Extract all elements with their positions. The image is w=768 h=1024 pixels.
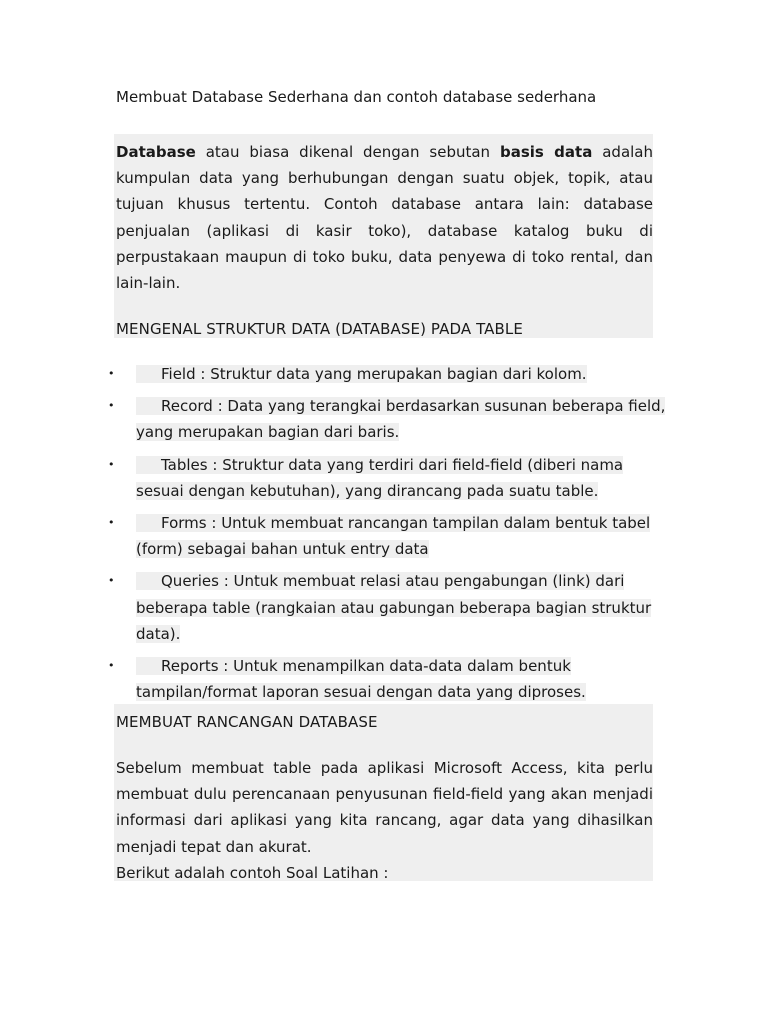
list-item-text: Tables : Struktur data yang terdiri dari field-field (diberi nama sesuai dengan kebutuhan), yang dirancang pada suatu table.	[136, 455, 624, 500]
list-item-text: Record : Data yang terangkai berdasarkan susunan beberapa field, yang merupakan bagian dari baris.	[136, 397, 666, 442]
bullet-icon: •	[108, 516, 115, 530]
bullet-icon: •	[108, 659, 115, 673]
intro-term-database: Database	[116, 143, 196, 161]
list-item	[108, 452, 668, 504]
list-item-text: Forms : Untuk membuat rancangan tampilan dalam bentuk tabel (form) sebagai bahan untuk entry data	[136, 514, 651, 559]
bullet-icon: •	[108, 457, 115, 471]
latihan-intro: Berikut adalah contoh Soal Latihan :	[116, 864, 389, 882]
list-item	[108, 510, 668, 562]
rancangan-paragraph: Sebelum membuat table pada aplikasi Microsoft Access, kita perlu membuat dulu perencanaan penyusunan field-field yang akan menjadi informasi dari aplikasi yang kita rancang, agar data yang dihasilkan menjadi tepat dan akurat.	[116, 759, 653, 856]
list-item-text: Reports : Untuk menampilkan data-data dalam bentuk tampilan/format laporan sesuai dengan data yang diproses.	[136, 657, 586, 702]
list-item-text: Field : Struktur data yang merupakan bagian dari kolom.	[161, 365, 587, 383]
intro-text-2: adalah kumpulan data yang berhubungan dengan suatu objek, topik, atau tujuan khusus tertentu. Contoh database antara lain: database penjualan (aplikasi di kasir toko), database katalog buku di perpustakaan maupun di toko buku, data penyewa di toko rental, dan lain-lain.	[116, 143, 653, 293]
list-item	[108, 568, 668, 647]
structure-bullet-list	[108, 361, 668, 705]
intro-text-1: atau biasa dikenal dengan sebutan	[195, 143, 500, 161]
bullet-icon: •	[108, 367, 115, 380]
section-heading-rancangan: MEMBUAT RANCANGAN DATABASE	[116, 713, 378, 731]
bullet-icon: •	[108, 399, 115, 413]
intro-term-basis-data: basis data	[499, 143, 593, 161]
list-item-text: Queries : Untuk membuat relasi atau pengabungan (link) dari beberapa table (rangkaian atau gabungan beberapa bagian struktur data).	[136, 572, 652, 643]
list-item	[108, 361, 668, 387]
section-heading-struktur-data: MENGENAL STRUKTUR DATA (DATABASE) PADA TABLE	[116, 320, 523, 338]
document-title: Membuat Database Sederhana dan contoh database sederhana	[116, 88, 597, 106]
list-item	[108, 393, 668, 445]
list-item	[108, 653, 668, 705]
bullet-icon: •	[108, 574, 115, 588]
intro-paragraph	[116, 139, 653, 296]
